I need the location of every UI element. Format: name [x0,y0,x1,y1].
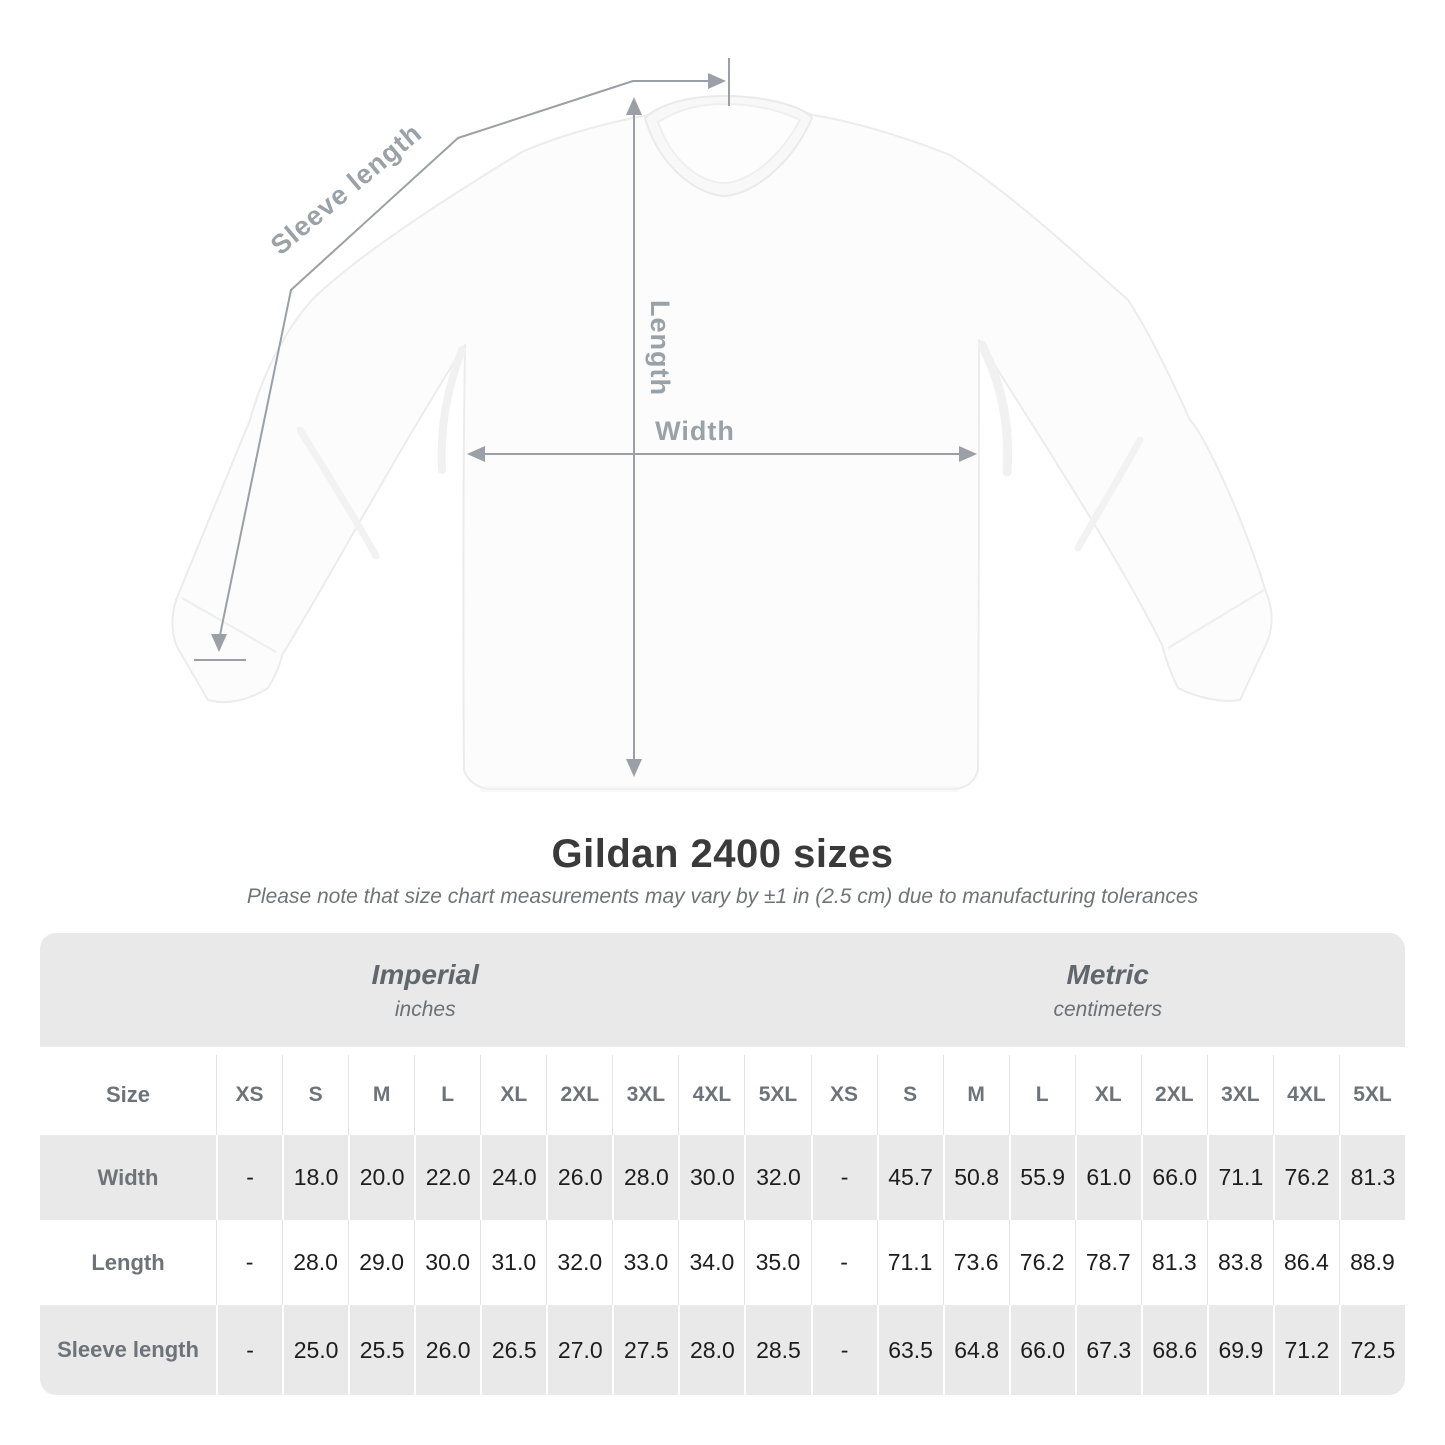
tolerance-note: Please note that size chart measurements may vary by ±1 in (2.5 cm) due to manufacturing tolerances [246,885,1199,908]
size-row-header: Size [40,1055,216,1135]
measurement-value-cell: 29.0 [348,1220,414,1305]
metric-title: Metric [1066,959,1149,991]
measurement-value-cell: 24.0 [480,1135,546,1220]
imperial-title: Imperial [371,959,479,991]
sleeve-length-label: Sleeve length [264,117,428,261]
measurement-value-cell: - [216,1305,282,1395]
measurement-row-label: Length [40,1220,216,1305]
measurement-value-cell: 81.3 [1339,1135,1405,1220]
size-column-header: XS [216,1055,282,1135]
size-column-header: 5XL [744,1055,810,1135]
size-column-header: M [348,1055,414,1135]
measurement-row-label: Width [40,1135,216,1220]
measurement-row-label: Sleeve length [40,1305,216,1395]
measurement-value-cell: 88.9 [1339,1220,1405,1305]
measurement-value-cell: 30.0 [678,1135,744,1220]
size-column-header: M [943,1055,1009,1135]
unit-header-band [40,933,1405,1047]
width-label: Width [655,416,735,446]
measurement-value-cell: 72.5 [1339,1305,1405,1395]
measurement-value-cell: 18.0 [282,1135,348,1220]
size-column-header: L [414,1055,480,1135]
measurement-value-cell: 28.0 [612,1135,678,1220]
measurement-value-cell: 28.0 [678,1305,744,1395]
measurement-value-cell: 34.0 [678,1220,744,1305]
measurement-value-cell: 26.0 [414,1305,480,1395]
size-column-header: 2XL [1141,1055,1207,1135]
measurement-value-cell: 66.0 [1009,1305,1075,1395]
measurement-value-cell: 73.6 [943,1220,1009,1305]
measurement-value-cell: 76.2 [1009,1220,1075,1305]
measurement-value-cell: 28.0 [282,1220,348,1305]
size-table [40,933,1405,1395]
size-column-header: 3XL [1207,1055,1273,1135]
measurement-value-cell: 61.0 [1075,1135,1141,1220]
size-column-header: 5XL [1339,1055,1405,1135]
measurement-value-cell: 69.9 [1207,1305,1273,1395]
imperial-unit: inches [394,997,456,1021]
measurement-value-cell: 83.8 [1207,1220,1273,1305]
measurement-value-cell: 33.0 [612,1220,678,1305]
size-column-header: XS [811,1055,877,1135]
measurement-value-cell: 71.1 [877,1220,943,1305]
measurement-value-cell: 32.0 [546,1220,612,1305]
measurement-value-cell: 81.3 [1141,1220,1207,1305]
length-label: Length [645,300,675,396]
measurement-value-cell: 35.0 [744,1220,810,1305]
measurement-value-cell: - [811,1305,877,1395]
imperial-header [40,933,811,1047]
size-column-header: 3XL [612,1055,678,1135]
measurement-value-cell: 22.0 [414,1135,480,1220]
measurement-value-cell: 45.7 [877,1135,943,1220]
measurement-value-cell: 78.7 [1075,1220,1141,1305]
measurement-value-cell: 64.8 [943,1305,1009,1395]
measurement-value-cell: - [811,1220,877,1305]
measurement-value-cell: 66.0 [1141,1135,1207,1220]
measurement-value-cell: - [811,1135,877,1220]
metric-unit: centimeters [1053,997,1163,1021]
size-column-header: L [1009,1055,1075,1135]
measurement-value-cell: 68.6 [1141,1305,1207,1395]
size-column-header: 4XL [678,1055,744,1135]
measurement-value-cell: 71.1 [1207,1135,1273,1220]
size-column-header: 2XL [546,1055,612,1135]
measurement-value-cell: 25.5 [348,1305,414,1395]
measurement-value-cell: 31.0 [480,1220,546,1305]
measurement-value-cell: 63.5 [877,1305,943,1395]
page-title: Gildan 2400 sizes [551,832,894,876]
measurement-value-cell: 50.8 [943,1135,1009,1220]
measurement-value-cell: - [216,1220,282,1305]
measurement-value-cell: 20.0 [348,1135,414,1220]
measurement-value-cell: 67.3 [1075,1305,1141,1395]
measurement-value-cell: 55.9 [1009,1135,1075,1220]
size-column-header: S [282,1055,348,1135]
measurement-value-cell: 32.0 [744,1135,810,1220]
measurement-value-cell: 30.0 [414,1220,480,1305]
size-column-header: S [877,1055,943,1135]
measurement-value-cell: 25.0 [282,1305,348,1395]
size-column-header: XL [1075,1055,1141,1135]
measurement-value-cell: 28.5 [744,1305,810,1395]
measurement-value-cell: 27.5 [612,1305,678,1395]
measurement-value-cell: 27.0 [546,1305,612,1395]
metric-header [811,933,1406,1047]
measurement-value-cell: 86.4 [1273,1220,1339,1305]
measurement-value-cell: 76.2 [1273,1135,1339,1220]
measurement-value-cell: - [216,1135,282,1220]
measurement-value-cell: 26.5 [480,1305,546,1395]
measurement-value-cell: 71.2 [1273,1305,1339,1395]
size-column-header: XL [480,1055,546,1135]
measurement-value-cell: 26.0 [546,1135,612,1220]
size-grid [40,1055,1405,1395]
size-column-header: 4XL [1273,1055,1339,1135]
